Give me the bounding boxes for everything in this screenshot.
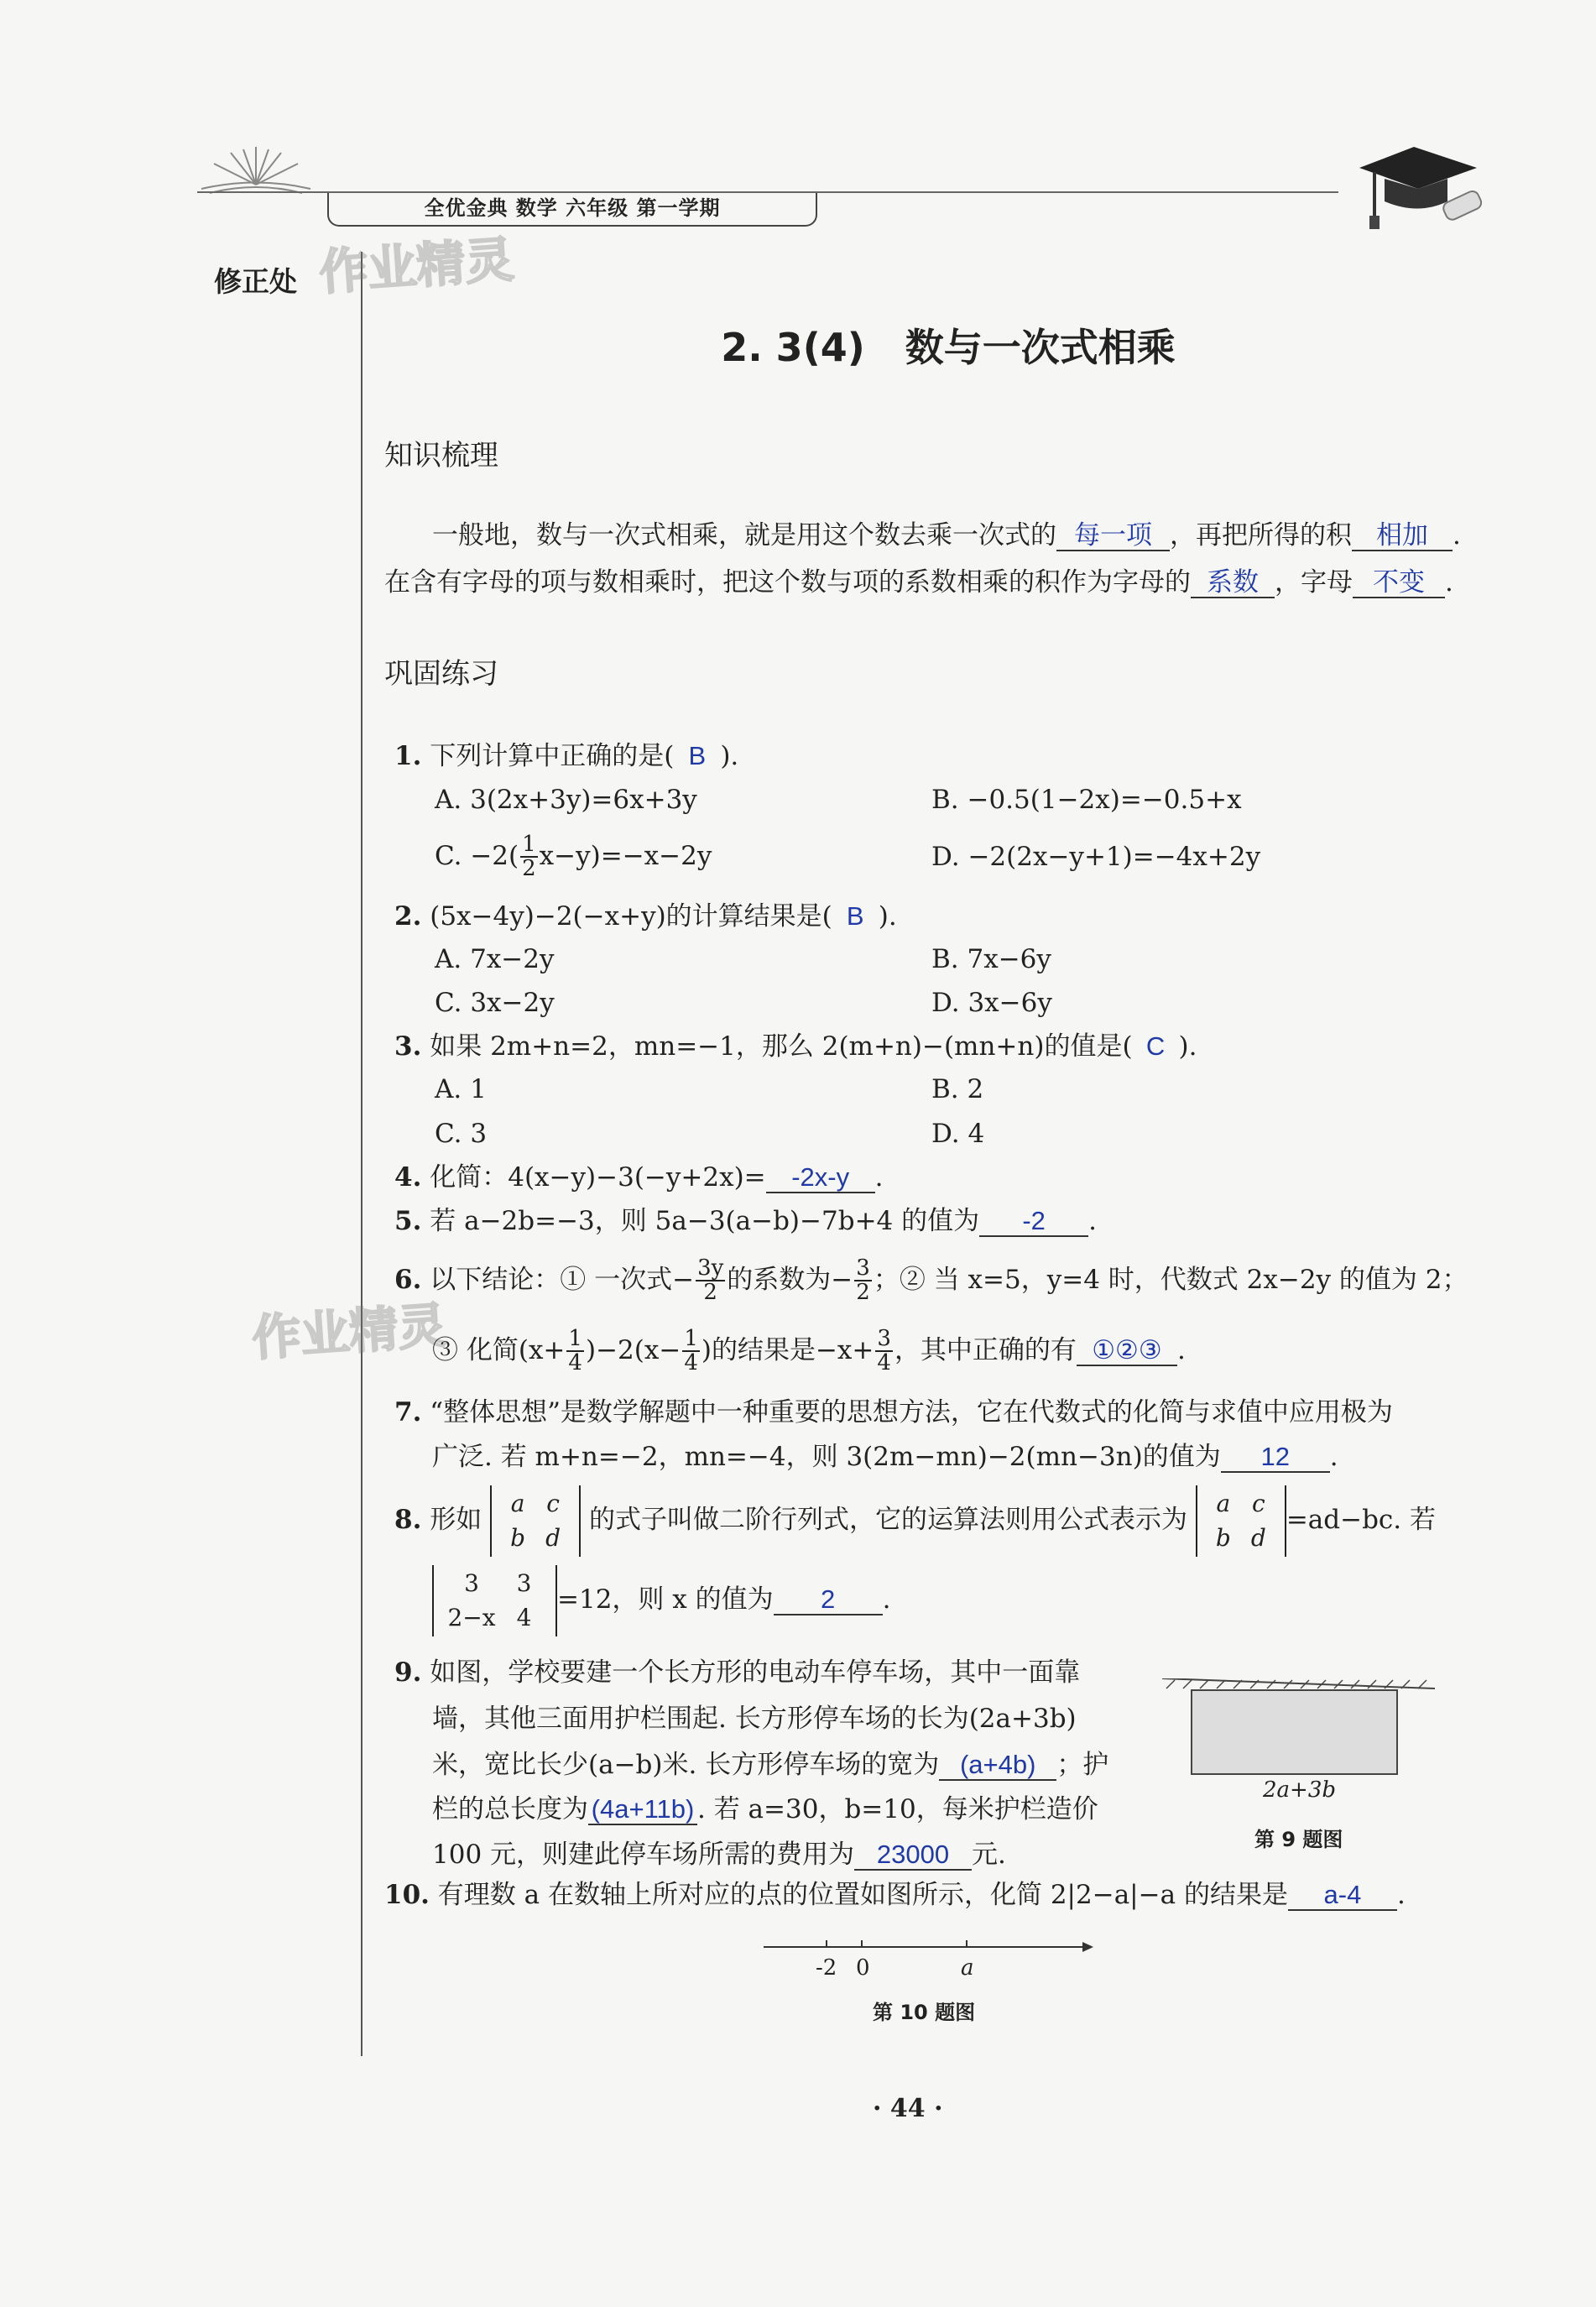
answer-blank[interactable]: ①②③: [1077, 1336, 1177, 1366]
q1-option-c[interactable]: C. −2( $\frac{1}{2}$ x−y)=−x−2y: [435, 832, 712, 882]
knowledge-line-1: 一般地，数与一次式相乘，就是用这个数去乘一次式的 每一项 ，再把所得的积 相加 .: [432, 520, 1461, 551]
knowledge-heading: 知识梳理: [384, 439, 498, 472]
parking-lot-rectangle: [1192, 1690, 1397, 1774]
answer-blank[interactable]: -2x-y: [766, 1163, 875, 1193]
question-9-line-2: 墙，其他三面用护栏围起. 长方形停车场的长为(2a+3b): [432, 1704, 1077, 1734]
series-title: 全优金典 数学 六年级 第一学期: [424, 196, 721, 220]
answer-choice[interactable]: C: [1145, 1031, 1166, 1061]
q2-option-a[interactable]: A. 7x−2y: [435, 944, 555, 974]
q1-option-a[interactable]: A. 3(2x+3y)=6x+3y: [435, 785, 697, 815]
practice-heading: 巩固练习: [384, 657, 498, 691]
fraction: $\frac{1}{2}$: [522, 832, 536, 882]
answer-blank[interactable]: 12: [1221, 1443, 1330, 1473]
answer-blank[interactable]: (4a+11b): [588, 1795, 697, 1825]
axis-label-a: a: [961, 1955, 974, 1981]
q3-option-a[interactable]: A. 1: [435, 1074, 487, 1104]
question-4: 4. 化简：4(x−y)−3(−y+2x)= -2x-y .: [394, 1162, 884, 1193]
question-8-line-2: 3 3 2−x 4 =12，则 x 的值为 2 .: [432, 1565, 890, 1636]
answer-blank[interactable]: 2: [774, 1585, 883, 1615]
q9-figure-caption: 第 9 题图: [1254, 1828, 1343, 1851]
q3-option-c[interactable]: C. 3: [435, 1119, 488, 1149]
lesson-name: 数与一次式相乘: [905, 325, 1176, 370]
answer-blank[interactable]: 每一项: [1056, 521, 1170, 551]
question-8-line-1: 8. 形如 a c b d 的式子叫做二阶行列式，它的运算法则用公式表示为 a c b d =ad−bc. 若: [394, 1485, 1436, 1557]
q2-option-c[interactable]: C. 3x−2y: [435, 988, 555, 1018]
fraction: $\frac{1}{4}$: [684, 1326, 698, 1376]
page-number: · 44 ·: [873, 2094, 943, 2123]
question-7-line-1: 7. “整体思想”是数学解题中一种重要的思想方法，它在代数式的化简与求值中应用极为: [394, 1397, 1393, 1428]
axis-label-minus-2: -2: [816, 1955, 837, 1981]
lesson-number: 2. 3(4): [721, 325, 865, 370]
lesson-title: [361, 317, 1536, 373]
series-title-box: [327, 193, 817, 227]
number-line-figure: [759, 1930, 1095, 1964]
fraction: $\frac{1}{4}$: [568, 1326, 582, 1376]
question-5: 5. 若 a−2b=−3，则 5a−3(a−b)−7b+4 的值为 -2 .: [394, 1206, 1097, 1236]
answer-blank[interactable]: (a+4b): [939, 1751, 1056, 1781]
axis-label-zero: 0: [856, 1955, 870, 1981]
determinant: a c b d: [1196, 1485, 1286, 1557]
answer-choice[interactable]: B: [846, 901, 864, 931]
q2-option-d[interactable]: D. 3x−6y: [931, 988, 1052, 1018]
q1-option-b[interactable]: B. −0.5(1−2x)=−0.5+x: [931, 785, 1242, 815]
q9-figure-label: 2a+3b: [1263, 1777, 1337, 1803]
knowledge-line-2: 在含有字母的项与数相乘时，把这个数与项的系数相乘的积作为字母的 系数 ，字母 不变 .: [384, 567, 1453, 598]
graduation-cap-icon: [1351, 138, 1485, 235]
question-9-line-4: 栏的总长度为 (4a+11b) . 若 a=30，b=10，每米护栏造价: [432, 1794, 1098, 1824]
q3-option-d[interactable]: D. 4: [931, 1119, 985, 1149]
question-6-line-2: ③ 化简(x+ $\frac{1}{4}$ )−2(x− $\frac{1}{4}$ )的结果是−x+ $\frac{3}{4}$ ，其中正确的有 ①②③ .: [432, 1326, 1186, 1376]
answer-blank[interactable]: a-4: [1288, 1881, 1397, 1911]
question-3: 3. 如果 2m+n=2，mn=−1，那么 2(m+n)−(mn+n)的值是( C ).: [394, 1031, 1197, 1062]
answer-blank[interactable]: 不变: [1353, 568, 1445, 598]
wall-line: [1162, 1678, 1435, 1688]
q1-option-d[interactable]: D. −2(2x−y+1)=−4x+2y: [931, 842, 1261, 872]
watermark-top: 作业精灵: [317, 230, 516, 301]
answer-blank[interactable]: -2: [979, 1207, 1088, 1237]
question-6-line-1: 6. 以下结论：① 一次式− $\frac{3y}{2}$ 的系数为− $\frac{3}{2}$ ；② 当 x=5，y=4 时，代数式 2x−2y 的值为 2；: [394, 1255, 1468, 1306]
q2-option-b[interactable]: B. 7x−6y: [931, 944, 1051, 974]
sidebar-divider: [361, 252, 362, 2056]
question-1: 1. 下列计算中正确的是( B ).: [394, 741, 739, 771]
determinant: 3 3 2−x 4: [432, 1565, 557, 1636]
answer-choice[interactable]: B: [688, 741, 707, 770]
fraction: $\frac{3}{2}$: [856, 1255, 870, 1306]
watermark-middle: 作业精灵: [250, 1296, 449, 1367]
q10-figure-caption: 第 10 题图: [873, 2001, 976, 2024]
fraction: $\frac{3}{4}$: [877, 1326, 891, 1376]
sidebar-label: 修正处: [214, 265, 297, 298]
parking-lot-figure: [1158, 1678, 1443, 1788]
fraction: $\frac{3y}{2}$: [697, 1255, 724, 1306]
determinant: a c b d: [490, 1485, 581, 1557]
answer-blank[interactable]: 相加: [1352, 521, 1453, 551]
question-2: 2. (5x−4y)−2(−x+y)的计算结果是( B ).: [394, 901, 897, 932]
answer-blank[interactable]: 23000: [854, 1840, 972, 1871]
question-9-line-5: 100 元，则建此停车场所需的费用为 23000 元.: [432, 1840, 1006, 1870]
question-7-line-2: 广泛. 若 m+n=−2，mn=−4，则 3(2m−mn)−2(mn−3n)的值为 12 .: [432, 1442, 1338, 1472]
axis-arrow-icon: [1082, 1942, 1093, 1952]
q3-option-b[interactable]: B. 2: [931, 1074, 984, 1104]
question-10: 10. 有理数 a 在数轴上所对应的点的位置如图所示，化简 2|2−a|−a 的结果是 a-4 .: [384, 1880, 1406, 1910]
question-9-line-3: 米，宽比长少(a−b)米. 长方形停车场的宽为 (a+4b) ；护: [432, 1750, 1109, 1780]
answer-blank[interactable]: 系数: [1191, 568, 1275, 598]
question-9-line-1: 9. 如图，学校要建一个长方形的电动车停车场，其中一面靠: [394, 1657, 1081, 1688]
